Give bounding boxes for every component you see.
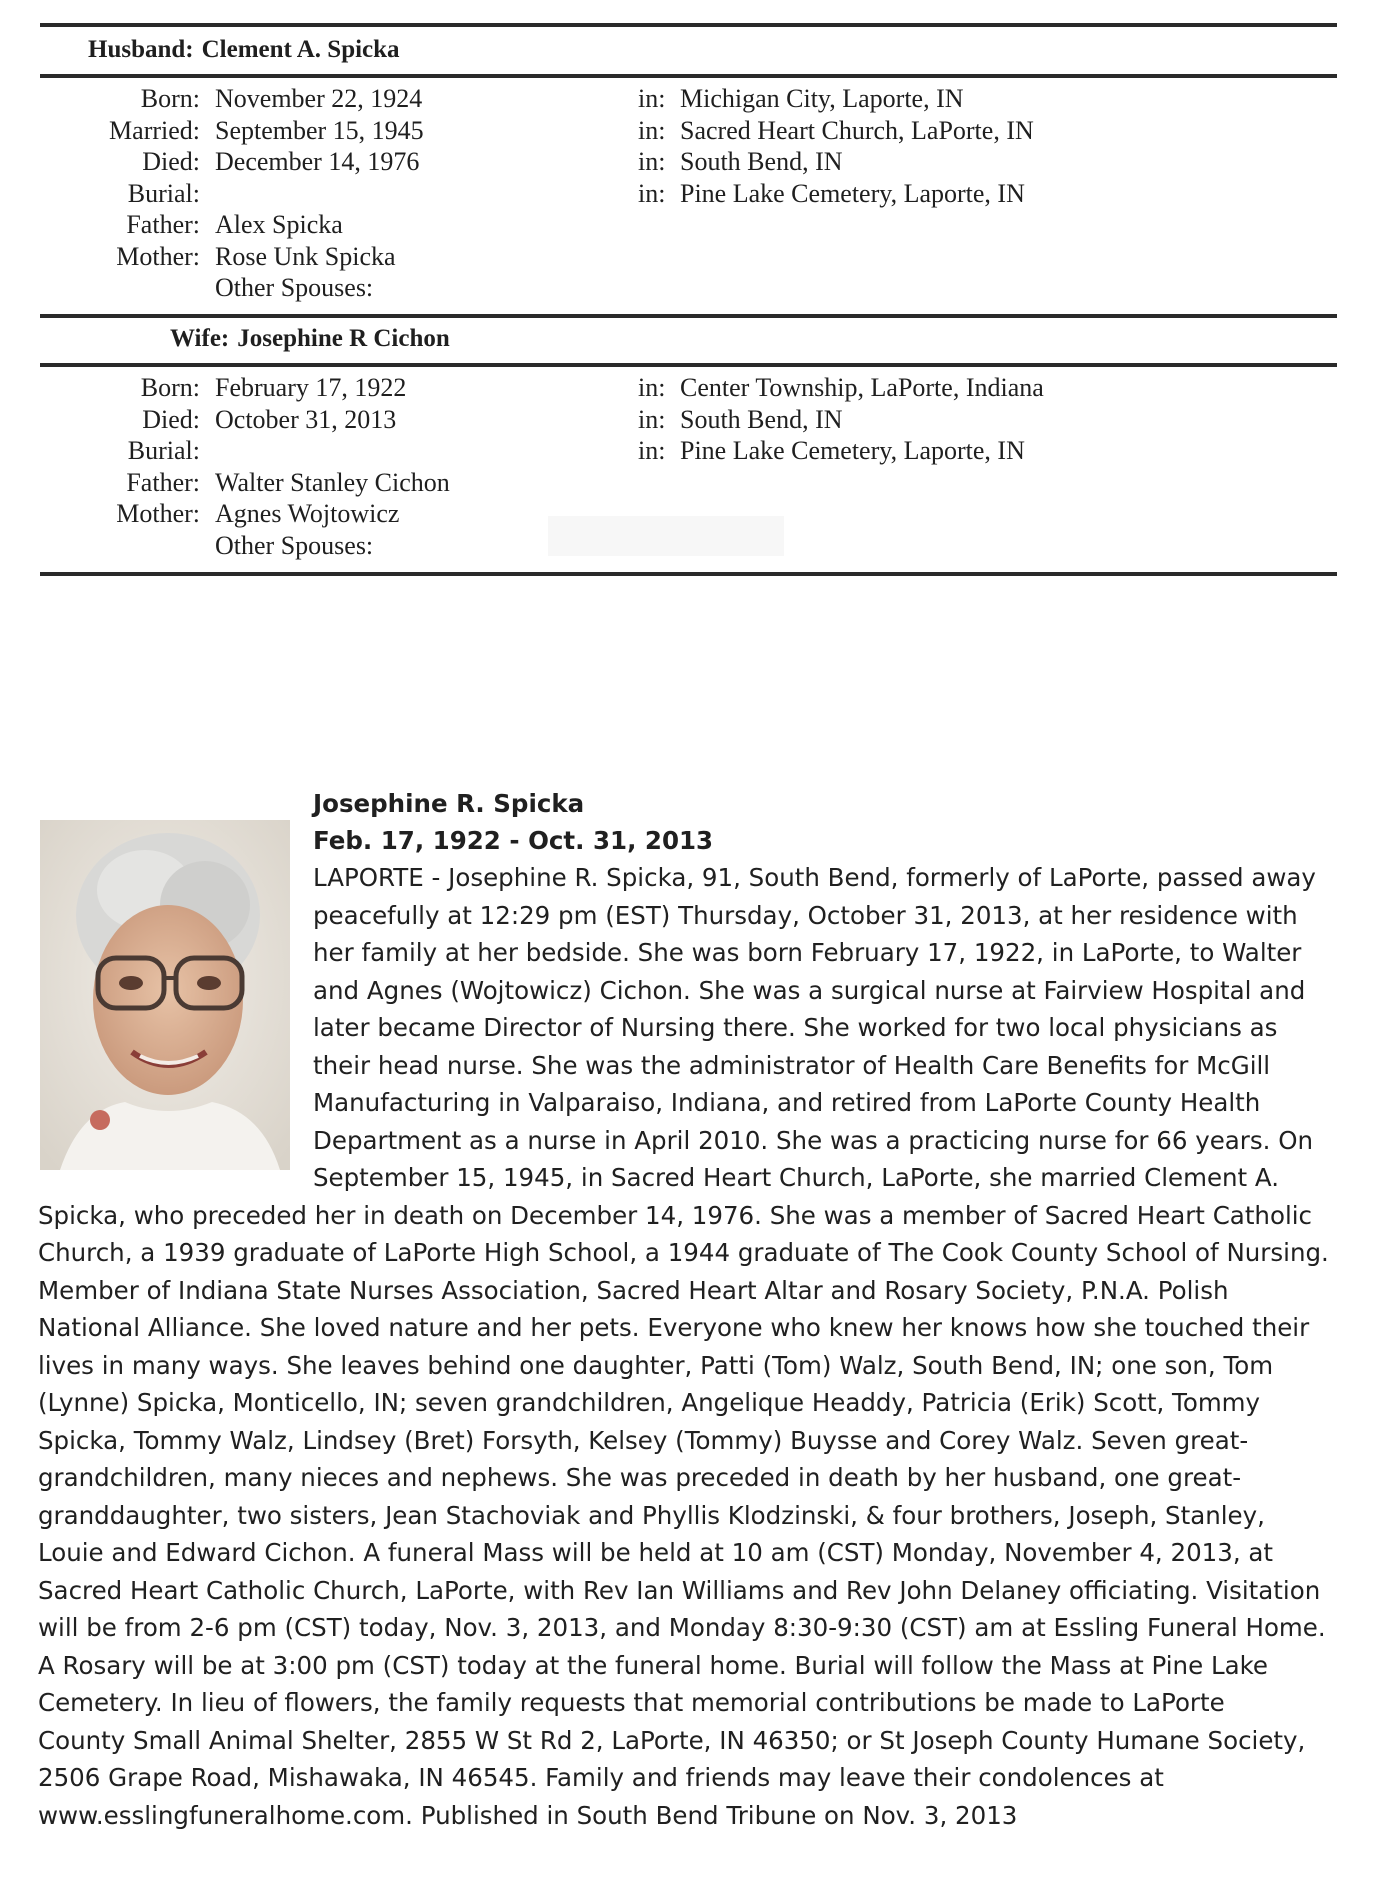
field-value: Walter Stanley Cichon [215, 467, 450, 497]
bottom-rule [40, 572, 1337, 576]
obituary-name: Josephine R. Spicka [313, 789, 585, 818]
field-label: Died: [142, 147, 200, 176]
wife-header-rule [40, 363, 1337, 367]
field-in-label: in: [638, 178, 666, 208]
husband-field-row [0, 210, 1385, 242]
husband-header-label: Husband: [88, 36, 194, 63]
field-label: Born: [140, 373, 200, 402]
obituary-line: Sacred Heart Catholic Church, LaPorte, with Rev Ian Williams and Rev John Delaney officiating. Visitation [38, 1575, 1321, 1605]
wife-field-row [0, 405, 1385, 437]
obituary-line: and Agnes (Wojtowicz) Cichon. She was a surgical nurse at Fairview Hospital and [313, 975, 1306, 1005]
field-in-label: in: [638, 147, 666, 176]
correction-patch [548, 516, 784, 556]
field-place: South Bend, IN [680, 147, 843, 176]
obituary-dates: Feb. 17, 1922 - Oct. 31, 2013 [313, 826, 714, 855]
obituary-line: will be from 2-6 pm (CST) today, Nov. 3, 2013, and Monday 8:30-9:30 (CST) am at Essling Funeral Home. [38, 1613, 1326, 1642]
wife-top-rule [40, 314, 1337, 318]
obituary-line: Manufacturing in Valparaiso, Indiana, and retired from LaPorte County Health [313, 1088, 1261, 1117]
field-label: Father: [126, 467, 200, 497]
field-place: Center Township, LaPorte, Indiana [680, 373, 1044, 402]
field-label: Father: [126, 210, 200, 239]
obituary-line: A Rosary will be at 3:00 pm (CST) today at the funeral home. Burial will follow the Mass at Pine Lake [38, 1650, 1268, 1680]
field-in-label: in: [638, 436, 666, 465]
field-label: Died: [142, 404, 200, 434]
obituary-line: National Alliance. She loved nature and her pets. Everyone who knew her knows how she touched their [38, 1313, 1310, 1342]
obituary-line: (Lynne) Spicka, Monticello, IN; seven grandchildren, Angelique Headdy, Patricia (Erik) Scott, Tommy [38, 1388, 1261, 1417]
field-in-label: in: [638, 115, 666, 145]
field-place: South Bend, IN [680, 404, 843, 434]
field-value: November 22, 1924 [215, 84, 423, 113]
field-in-label: in: [638, 404, 666, 434]
field-value: Alex Spicka [215, 210, 343, 239]
field-label: Burial: [127, 178, 200, 208]
husband-field-row [0, 84, 1385, 116]
top-rule [40, 23, 1337, 27]
field-value: Agnes Wojtowicz [215, 499, 400, 528]
wife-name: Josephine R Cichon [237, 325, 450, 352]
obituary-line: www.esslingfuneralhome.com. Published in South Bend Tribune on Nov. 3, 2013 [38, 1800, 1018, 1830]
wife-field-row [0, 436, 1385, 468]
obituary-line: Louie and Edward Cichon. A funeral Mass will be held at 10 am (CST) Monday, November 4, 2013, at [38, 1538, 1274, 1567]
field-value: Rose Unk Spicka [215, 241, 396, 271]
field-label: Born: [140, 84, 200, 113]
obituary-line: granddaughter, two sisters, Jean Stachoviak and Phyllis Klodzinski, & four brothers, Joseph, Stanley, [38, 1500, 1265, 1530]
obituary-line: Spicka, Tommy Walz, Lindsey (Bret) Forsyth, Kelsey (Tommy) Buysse and Corey Walz. Seven great- [38, 1425, 1249, 1455]
obituary-line: lives in many ways. She leaves behind one daughter, Patti (Tom) Walz, South Bend, IN; one son, Tom [38, 1350, 1274, 1380]
field-value: October 31, 2013 [215, 404, 397, 434]
husband-header [88, 36, 400, 64]
husband-field-row [0, 179, 1385, 211]
wife-header-label: Wife: [170, 325, 230, 352]
obituary-line: peacefully at 12:29 pm (EST) Thursday, October 31, 2013, at her residence with [313, 900, 1298, 930]
field-place: Pine Lake Cemetery, Laporte, IN [680, 436, 1025, 465]
field-value: Other Spouses: [215, 530, 374, 560]
field-value: Other Spouses: [215, 273, 374, 302]
husband-field-row [0, 116, 1385, 148]
obituary-line: County Small Animal Shelter, 2855 W St Rd 2, LaPorte, IN 46350; or St Joseph County Humane Society, [38, 1725, 1306, 1755]
field-place: Michigan City, Laporte, IN [680, 84, 964, 113]
husband-field-row [0, 242, 1385, 274]
portrait-image [40, 820, 290, 1170]
field-value: December 14, 1976 [215, 147, 420, 176]
field-label: Burial: [127, 436, 200, 465]
obituary-photo [40, 820, 290, 1170]
obituary-line: their head nurse. She was the administrator of Health Care Benefits for McGill [313, 1050, 1271, 1080]
field-value: September 15, 1945 [215, 115, 424, 145]
wife-field-row [0, 373, 1385, 405]
obituary-line: 2506 Grape Road, Mishawaka, IN 46545. Family and friends may leave their condolences at [38, 1763, 1164, 1792]
wife-header [170, 325, 450, 353]
obituary-line: Member of Indiana State Nurses Association, Sacred Heart Altar and Rosary Society, P.N.A. Polish [38, 1275, 1229, 1305]
husband-field-row [0, 147, 1385, 179]
field-label: Married: [109, 115, 200, 145]
obituary-line: grandchildren, many nieces and nephews. She was preceded in death by her husband, one great- [38, 1463, 1242, 1492]
husband-name: Clement A. Spicka [201, 36, 400, 63]
obituary-line: Church, a 1939 graduate of LaPorte High School, a 1944 graduate of The Cook County School of Nursing. [38, 1238, 1329, 1267]
field-place: Pine Lake Cemetery, Laporte, IN [680, 178, 1025, 208]
husband-header-rule [40, 74, 1337, 78]
field-label: Mother: [116, 241, 200, 271]
husband-field-row [0, 273, 1385, 305]
obituary-line: LAPORTE - Josephine R. Spicka, 91, South Bend, formerly of LaPorte, passed away [313, 863, 1316, 892]
field-place: Sacred Heart Church, LaPorte, IN [680, 115, 1034, 145]
field-label: Mother: [116, 499, 200, 528]
obituary-line: Spicka, who preceded her in death on December 14, 1976. She was a member of Sacred Heart Catholic [38, 1200, 1313, 1230]
field-value: February 17, 1922 [215, 373, 407, 402]
wife-field-row [0, 468, 1385, 500]
field-in-label: in: [638, 373, 666, 402]
obituary-line: Department as a nurse in April 2010. She was a practicing nurse for 66 years. On [313, 1125, 1314, 1155]
obituary-line: September 15, 1945, in Sacred Heart Church, LaPorte, she married Clement A. [313, 1163, 1280, 1192]
obituary-line: Cemetery. In lieu of flowers, the family requests that memorial contributions be made to LaPorte [38, 1688, 1225, 1717]
obituary-line: her family at her bedside. She was born February 17, 1922, in LaPorte, to Walter [313, 938, 1302, 967]
obituary-line: later became Director of Nursing there. She worked for two local physicians as [313, 1013, 1278, 1042]
field-in-label: in: [638, 84, 666, 113]
